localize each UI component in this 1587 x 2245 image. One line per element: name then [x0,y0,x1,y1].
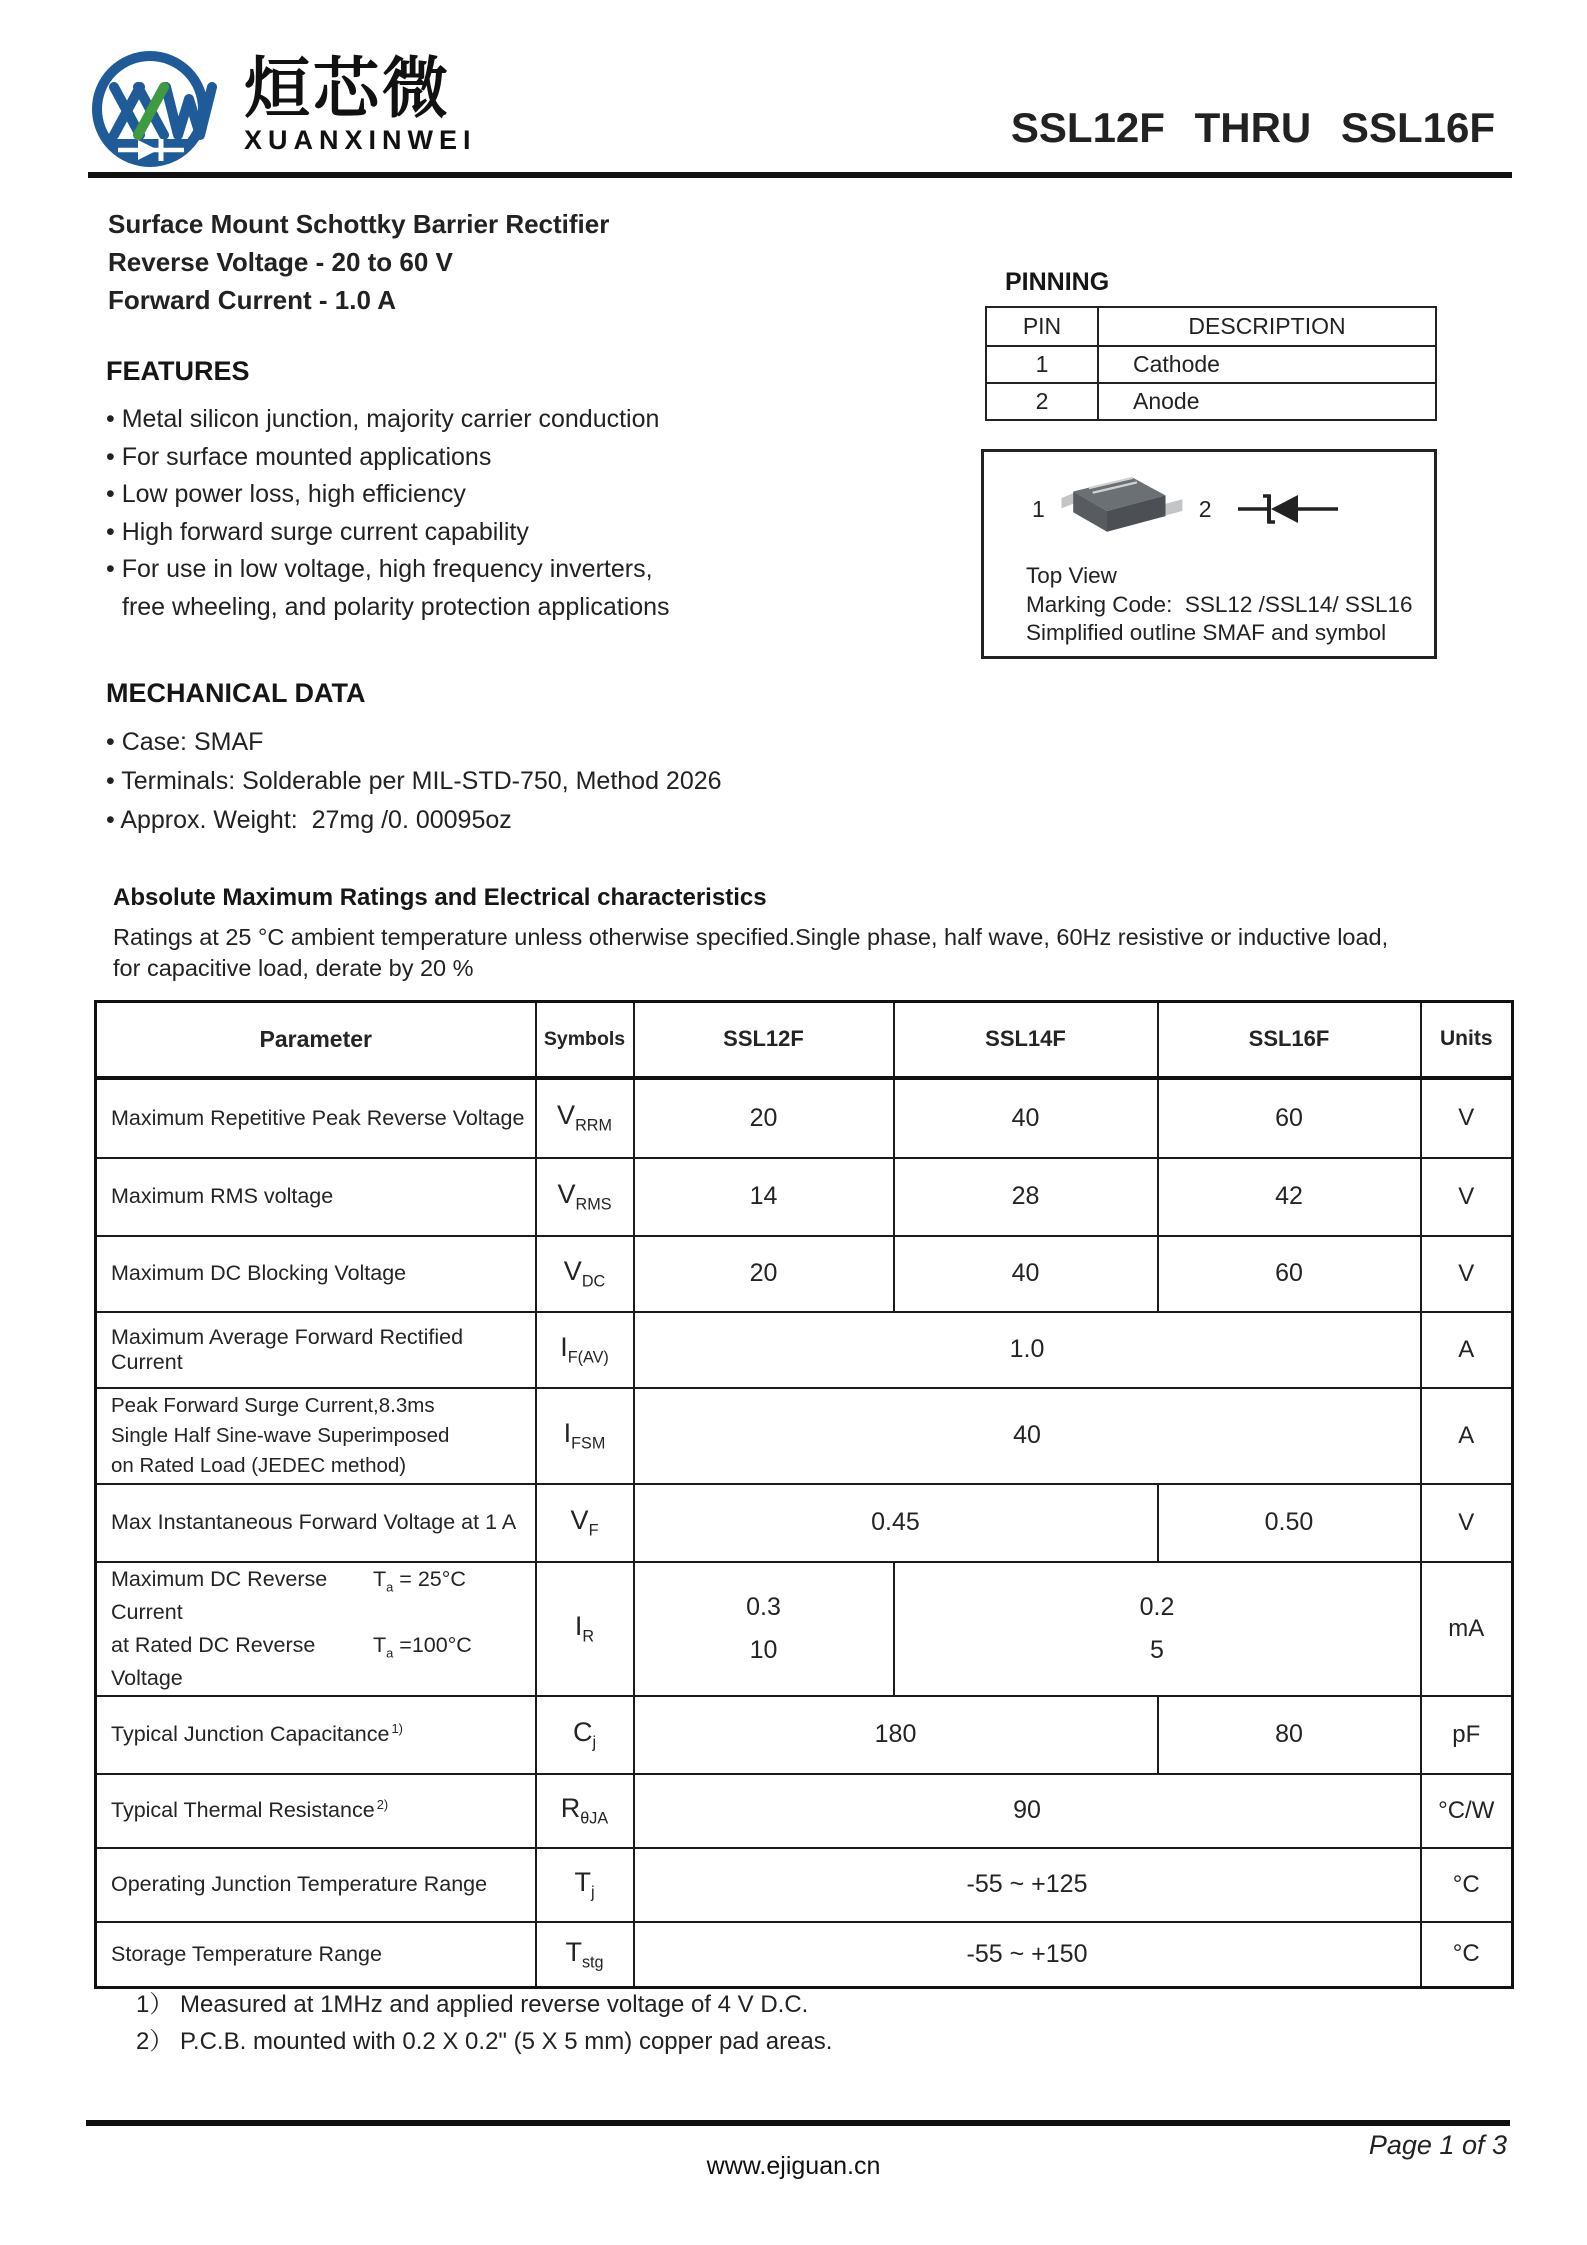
page-number: Page 1 of 3 [1368,2130,1507,2160]
units-cell: V [1421,1158,1513,1236]
value-cell-span: -55 ~ +150 [634,1922,1421,1988]
ratings-heading: Absolute Maximum Ratings and Electrical characteristics [113,884,767,911]
value-cell: 80 [1158,1696,1421,1774]
pin1-label: 1 [1032,495,1045,522]
mechanical-item: • Case: SMAF [106,728,264,756]
summary-line: Forward Current - 1.0 A [108,285,396,315]
units-cell: V [1421,1484,1513,1562]
features-heading: FEATURES [106,356,250,386]
mechanical-data-section [106,678,806,840]
footnote-item: 1） Measured at 1MHz and applied reverse voltage of 4 V D.C. [136,1991,809,2018]
ratings-table [94,1000,1514,1989]
symbol-cell: $C_j$ [536,1696,634,1774]
pin-number-cell: 2 [986,383,1098,420]
table-row [96,1562,1513,1696]
parameter-cell: Maximum Average Forward Rectified Current [96,1312,536,1388]
description-column-header: DESCRIPTION [1098,307,1436,346]
pinning-row [986,383,1436,420]
value-cell: 40 [894,1078,1158,1158]
ratings-note [113,922,1523,984]
ratings-note-line: for capacitive load, derate by 20 % [113,955,474,981]
logo-circle-icon [86,38,236,188]
table-row [96,1848,1513,1922]
symbol-cell: $R_{\theta JA}$ [536,1774,634,1848]
product-summary [108,205,609,319]
value-cell: 28 [894,1158,1158,1236]
pinning-table [985,306,1437,421]
parameter-cell: Maximum DC Blocking Voltage [96,1236,536,1312]
symbol-cell: $I_{F(AV)}$ [536,1312,634,1388]
value-cell: 20 [634,1236,894,1312]
table-row [96,1696,1513,1774]
footer-rule [86,2120,1510,2126]
symbol-cell: $I_R$ [536,1562,634,1696]
header-rule [88,172,1512,178]
ratings-note-line: Ratings at 25 °C ambient temperature unless otherwise specified.Single phase, half wave, 60Hz resistive or inductive load, [113,924,1389,950]
footnote-ref: 2) [376,1797,389,1813]
pinning-row [986,346,1436,383]
schottky-diode-symbol-icon [1238,491,1338,527]
table-row [96,1484,1513,1562]
pin-column-header: PIN [986,307,1098,346]
units-cell: V [1421,1078,1513,1158]
value-cell: 20 [634,1078,894,1158]
feature-item-continuation: free wheeling, and polarity protection applications [122,592,670,621]
feature-item: • For use in low voltage, high frequency inverters, [106,555,653,583]
footnote-item: 2） P.C.B. mounted with 0.2 X 0.2" (5 X 5 mm) copper pad areas. [136,2028,833,2055]
ssl16f-column-header: SSL16F [1158,1002,1421,1078]
table-row [96,1312,1513,1388]
package-caption-line: Top View [1026,563,1117,588]
units-cell: mA [1421,1562,1513,1696]
package-caption-line: Simplified outline SMAF and symbol [1026,620,1387,645]
units-column-header: Units [1421,1002,1513,1078]
symbol-cell: $I_{FSM}$ [536,1388,634,1484]
document-title: SSL12F THRU SSL16F [1010,104,1495,151]
parameter-cell: Max Instantaneous Forward Voltage at 1 A [96,1484,536,1562]
units-cell: °C [1421,1848,1513,1922]
parameter-cell: Operating Junction Temperature Range [96,1848,536,1922]
parameter-cell: Peak Forward Surge Current,8.3ms Single Half Sine-wave Superimposed on Rated Load (JEDEC method) [96,1388,536,1484]
feature-item: • Metal silicon junction, majority carrier conduction [106,405,660,433]
table-row [96,1774,1513,1848]
table-row [96,1236,1513,1312]
parameter-cell: Storage Temperature Range [96,1922,536,1988]
site-url[interactable]: www.ejiguan.cn [706,2152,881,2180]
symbol-cell: $V_{RRM}$ [536,1078,634,1158]
table-row [96,1158,1513,1236]
units-cell: °C/W [1421,1774,1513,1848]
pin-number-cell: 1 [986,346,1098,383]
mechanical-item: • Terminals: Solderable per MIL-STD-750, Method 2026 [106,767,722,795]
table-row [96,1078,1513,1158]
feature-item: • Low power loss, high efficiency [106,480,466,508]
symbol-cell: $T_j$ [536,1848,634,1922]
units-cell: V [1421,1236,1513,1312]
company-logo [86,38,477,188]
value-cell-span: 180 [634,1696,1158,1774]
pinning-heading: PINNING [1005,268,1110,296]
value-cell-span: -55 ~ +125 [634,1848,1421,1922]
units-cell: A [1421,1388,1513,1484]
table-row [96,1388,1513,1484]
parameter-column-header: Parameter [96,1002,536,1078]
value-cell: 14 [634,1158,894,1236]
value-cell-span: 40 [634,1388,1421,1484]
pinning-header-row [986,307,1436,346]
pin2-label: 2 [1198,495,1212,522]
mechanical-item: • Approx. Weight: 27mg /0. 00095oz [106,806,512,834]
logo-latin-text: XUANXINWEI [244,125,477,156]
value-cell: 60 [1158,1078,1421,1158]
table-row [96,1922,1513,1988]
footnotes [136,1986,832,2060]
ratings-header-row [96,1002,1513,1078]
symbol-cell: $V_F$ [536,1484,634,1562]
pin-description-cell: Cathode [1098,346,1436,383]
package-top-view-image [1055,468,1185,550]
value-cell: 60 [1158,1236,1421,1312]
footnote-ref: 1) [391,1721,403,1737]
units-cell: A [1421,1312,1513,1388]
value-cell-span: 90 [634,1774,1421,1848]
parameter-cell: Maximum DC Reverse Current $T_a = 25^\circ C$ at Rated DC Reverse Voltage $T_a =100^\circ C$ [96,1562,536,1696]
package-outline-box [981,449,1437,659]
pin-description-cell: Anode [1098,383,1436,420]
parameter-cell: Typical Junction Capacitance $^{1)}$ [96,1696,536,1774]
units-cell: pF [1421,1696,1513,1774]
units-cell: °C [1421,1922,1513,1988]
summary-line: Surface Mount Schottky Barrier Rectifier [108,209,610,239]
value-cell-span: 0.45 [634,1484,1158,1562]
feature-item: • High forward surge current capability [106,517,529,546]
logo-chinese-text: 烜芯微 [244,51,451,125]
value-cell-span: 0.2 5 [894,1562,1421,1696]
feature-item: • For surface mounted applications [106,442,492,471]
value-cell: 0.50 [1158,1484,1421,1562]
symbol-cell: $T_{stg}$ [536,1922,634,1988]
symbol-cell: $V_{DC}$ [536,1236,634,1312]
value-cell: 0.3 10 [634,1562,894,1696]
package-caption-line: Marking Code: SSL12 /SSL14/ SSL16 [1026,591,1413,617]
parameter-cell: Typical Thermal Resistance $^{2)}$ [96,1774,536,1848]
parameter-cell: Maximum RMS voltage [96,1158,536,1236]
pinning-section [985,268,1437,421]
value-cell: 40 [894,1236,1158,1312]
features-section [106,356,806,626]
ssl14f-column-header: SSL14F [894,1002,1158,1078]
value-cell: 42 [1158,1158,1421,1236]
summary-line: Reverse Voltage - 20 to 60 V [108,247,453,277]
parameter-cell: Maximum Repetitive Peak Reverse Voltage [96,1078,536,1158]
symbol-cell: $V_{RMS}$ [536,1158,634,1236]
mechanical-heading: MECHANICAL DATA [106,678,366,708]
value-cell-span: 1.0 [634,1312,1421,1388]
symbols-column-header: Symbols [536,1002,634,1078]
ssl12f-column-header: SSL12F [634,1002,894,1078]
